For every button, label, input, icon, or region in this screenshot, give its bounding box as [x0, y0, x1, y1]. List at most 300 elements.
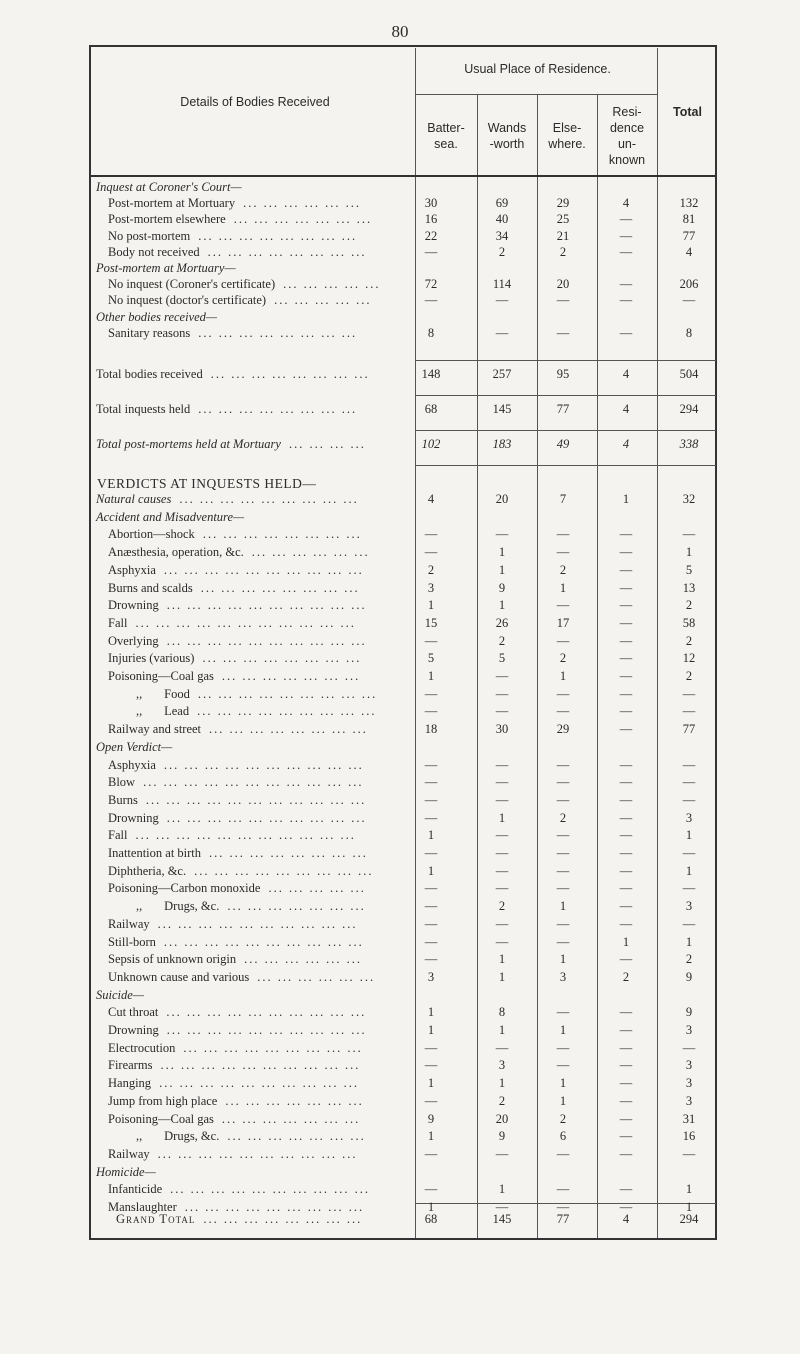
row-label: Post-mortem elsewhere — [108, 212, 226, 227]
cell-value: 1 — [427, 1005, 435, 1020]
cell-value: 8 — [498, 1005, 506, 1020]
leader-dots: ... ... ... ... ... ... ... ... ... ... — [157, 1146, 358, 1161]
cell-value: 1 — [427, 863, 435, 878]
cell-value: 1 — [427, 669, 435, 683]
cell-value: 1 — [559, 952, 567, 967]
cell-value: — — [424, 1146, 438, 1161]
row-label: Blow — [108, 775, 136, 790]
table-row — [96, 196, 716, 212]
leader-dots: ... ... ... ... ... ... ... ... ... ... ... — [145, 792, 367, 807]
row-label: ,, Drugs, &c. — [136, 1129, 220, 1144]
cell-value: 3 — [685, 1058, 693, 1073]
cell-value: — — [556, 828, 570, 843]
row-label: Post-mortem at Mortuary— — [96, 261, 236, 275]
cell-value: — — [424, 527, 438, 542]
cell-value: — — [556, 1058, 570, 1073]
row-label: Grand Total — [116, 1212, 196, 1226]
cell-value: — — [495, 828, 509, 843]
leader-dots: ... ... ... ... ... ... ... ... — [209, 846, 368, 860]
leader-dots: ... ... ... ... ... ... — [257, 969, 376, 984]
leader-dots: ... ... ... ... ... ... ... ... — [207, 244, 367, 259]
cell-value: 4 — [622, 437, 630, 451]
row-label: Anæsthesia, operation, &c. — [108, 545, 244, 560]
cell-value: 1 — [559, 1076, 567, 1091]
cell-value: — — [424, 704, 438, 719]
cell-value: — — [619, 1005, 633, 1020]
table-row — [96, 1212, 716, 1228]
cell-value: — — [495, 934, 509, 949]
cell-value: — — [619, 792, 633, 807]
cell-value: — — [556, 598, 570, 613]
cell-value: — — [619, 598, 633, 613]
cell-value: — — [424, 899, 438, 914]
section-heading — [97, 476, 717, 492]
cell-value: — — [619, 899, 633, 914]
cell-value: — — [556, 792, 570, 807]
table-row — [96, 1005, 716, 1021]
cell-value: — — [619, 633, 633, 648]
cell-value: 5 — [685, 562, 693, 577]
section-heading — [96, 180, 716, 196]
row-label: Railway and street — [108, 722, 202, 737]
cell-value: — — [424, 1040, 438, 1055]
page-number: 80 — [391, 22, 409, 41]
section-heading — [96, 310, 716, 326]
row-label: Asphyxia — [108, 757, 156, 772]
cell-value: — — [424, 686, 438, 701]
cell-value: — — [556, 1040, 570, 1055]
row-label: Overlying — [108, 633, 159, 648]
table-row — [96, 437, 716, 453]
cell-value: 4 — [427, 492, 435, 506]
row-label: Drowning — [108, 598, 159, 613]
cell-value: 22 — [424, 228, 438, 243]
cell-value: 1 — [685, 545, 693, 560]
cell-value: 21 — [556, 228, 570, 243]
leader-dots: ... ... ... ... ... ... ... ... ... — [197, 704, 377, 719]
cell-value: — — [556, 775, 570, 790]
row-label: Firearms — [108, 1058, 153, 1073]
cell-value: 13 — [682, 580, 696, 595]
cell-value: — — [619, 527, 633, 542]
cell-value: 1 — [498, 562, 506, 577]
cell-value: — — [495, 704, 509, 719]
cell-value: — — [682, 527, 696, 542]
cell-value: — — [619, 212, 633, 227]
cell-value: 3 — [427, 580, 435, 595]
cell-value: — — [619, 1111, 633, 1126]
cell-value: 77 — [556, 402, 570, 416]
cell-value: 12 — [682, 651, 696, 666]
cell-value: 20 — [495, 1111, 509, 1126]
table-row — [96, 970, 716, 986]
cell-value: — — [495, 792, 509, 807]
cell-value: 1 — [559, 899, 567, 914]
cell-value: 8 — [427, 325, 435, 340]
cell-value: 2 — [685, 669, 693, 683]
total-header: Total — [673, 105, 702, 119]
cell-value: 68 — [424, 402, 438, 416]
cell-value: 1 — [498, 952, 506, 967]
table-row — [96, 775, 716, 791]
cell-value: 6 — [559, 1129, 567, 1144]
leader-dots: ... ... ... ... ... ... ... ... — [202, 651, 362, 666]
table-row — [96, 402, 716, 418]
row-label: Jump from high place — [108, 1093, 218, 1108]
table-row — [96, 1182, 716, 1198]
row-label: Injuries (various) — [108, 651, 195, 666]
cell-value: — — [495, 1040, 509, 1055]
cell-value: 206 — [679, 277, 699, 292]
cell-value: — — [619, 1076, 633, 1091]
row-label: Drowning — [108, 810, 159, 825]
row-label: Unknown cause and various — [108, 969, 250, 984]
cell-value: — — [556, 934, 570, 949]
leader-dots: ... ... ... ... ... ... ... ... ... — [197, 686, 378, 701]
table-row — [96, 881, 716, 897]
cell-value: — — [619, 244, 633, 259]
table-row — [96, 704, 716, 720]
cell-value: 7 — [559, 492, 567, 506]
cell-value: 3 — [685, 1076, 693, 1091]
cell-value: — — [424, 916, 438, 931]
cell-value: 40 — [495, 212, 509, 227]
row-label: Hanging — [108, 1076, 152, 1091]
table-row — [96, 864, 716, 880]
cell-value: 49 — [556, 437, 570, 451]
cell-value: 2 — [498, 1093, 506, 1108]
section-heading — [96, 261, 716, 277]
row-label: No post-mortem — [108, 228, 191, 243]
row-label: Burns — [108, 792, 138, 807]
leader-dots: ... ... ... ... ... ... ... — [233, 212, 373, 227]
cell-value: 2 — [622, 969, 630, 984]
row-label: Other bodies received— — [96, 309, 218, 324]
cell-value: 72 — [424, 277, 438, 292]
row-label: Poisoning—Coal gas — [108, 1111, 214, 1126]
cell-value: — — [619, 545, 633, 560]
cell-value: 16 — [424, 212, 438, 227]
cell-value: — — [556, 1005, 570, 1020]
cell-value: 1 — [498, 969, 506, 984]
rule-total-bodies — [415, 360, 716, 361]
row-label: Inquest at Coroner's Court— — [96, 180, 242, 194]
cell-value: — — [556, 846, 570, 860]
rule-verdicts — [415, 465, 716, 466]
cell-value: 4 — [622, 402, 630, 416]
cell-value: 1 — [498, 1076, 506, 1091]
cell-value: 2 — [685, 633, 693, 648]
cell-value: — — [619, 1129, 633, 1144]
leader-dots: ... ... ... ... ... ... ... ... — [210, 367, 370, 381]
leader-dots: ... ... ... ... ... ... ... ... ... ... — [170, 1182, 371, 1197]
row-label: No inquest (Coroner's certificate) — [108, 277, 276, 292]
cell-value: 5 — [427, 651, 435, 666]
cell-value: 1 — [498, 1023, 506, 1037]
cell-value: 77 — [682, 228, 696, 243]
cell-value: 9 — [498, 1129, 506, 1144]
leader-dots: ... ... ... ... ... ... ... ... ... ... — [163, 562, 364, 577]
leader-dots: ... ... ... ... ... ... ... ... — [202, 527, 362, 542]
cell-value: 294 — [679, 1212, 699, 1226]
row-label: Total post-mortems held at Mortuary — [96, 437, 281, 451]
leader-dots: ... ... ... ... — [288, 437, 366, 451]
cell-value: 3 — [559, 969, 567, 984]
leader-dots: ... ... ... ... ... ... — [243, 196, 361, 211]
leader-dots: ... ... ... ... ... ... ... ... ... ... — [166, 598, 367, 613]
cell-value: — — [495, 686, 509, 701]
cell-value: — — [556, 527, 570, 542]
row-label: Natural causes — [96, 492, 172, 506]
cell-value: 18 — [424, 722, 438, 737]
cell-value: — — [424, 244, 438, 259]
rule-usual-place — [415, 94, 657, 95]
leader-dots: ... ... ... ... ... ... ... — [221, 669, 361, 683]
cell-value: 1 — [427, 1023, 435, 1037]
cell-value: — — [619, 846, 633, 860]
battersea-header: Batter- sea. — [427, 121, 465, 151]
leader-dots: ... ... ... ... ... ... ... — [227, 899, 366, 914]
cell-value: 2 — [427, 562, 435, 577]
row-label: Sanitary reasons — [108, 325, 191, 340]
cell-value: 4 — [622, 196, 630, 211]
table-row — [96, 598, 716, 614]
leader-dots: ... ... ... ... ... ... ... ... ... ... — [163, 934, 364, 949]
cell-value: — — [682, 1146, 696, 1161]
cell-value: 1 — [622, 934, 630, 949]
leader-dots: ... ... ... ... ... ... ... ... ... ... — [166, 810, 367, 825]
cell-value: — — [619, 863, 633, 878]
cell-value: — — [682, 757, 696, 772]
row-label: Railway — [108, 916, 150, 931]
cell-value: — — [556, 1182, 570, 1197]
cell-value: 58 — [682, 615, 696, 630]
cell-value: — — [556, 863, 570, 878]
cell-value: — — [556, 1146, 570, 1161]
row-label: ,, Food — [136, 686, 190, 701]
cell-value: 4 — [622, 1212, 630, 1226]
cell-value: 1 — [685, 1182, 693, 1197]
table-row — [96, 1147, 716, 1163]
cell-value: — — [424, 1093, 438, 1108]
cell-value: 9 — [685, 969, 693, 984]
leader-dots: ... ... ... ... ... ... ... ... ... ... — [166, 1005, 367, 1020]
cell-value: — — [682, 881, 696, 896]
cell-value: 1 — [559, 1093, 567, 1108]
cell-value: — — [556, 757, 570, 772]
cell-value: 114 — [492, 277, 512, 292]
cell-value: — — [556, 881, 570, 896]
leader-dots: ... ... ... ... ... ... ... ... ... ... — [159, 1076, 359, 1091]
table-row — [96, 1023, 716, 1039]
cell-value: 26 — [495, 615, 509, 630]
cell-value: 183 — [492, 437, 512, 451]
leader-dots: ... ... ... ... ... ... — [244, 952, 362, 967]
cell-value: — — [424, 757, 438, 772]
table-row — [96, 1094, 716, 1110]
cell-value: — — [619, 1093, 633, 1108]
cell-value: 3 — [685, 810, 693, 825]
cell-value: — — [495, 881, 509, 896]
table-row — [96, 492, 716, 508]
table-row — [96, 899, 716, 915]
row-label: Manslaughter — [108, 1200, 177, 1214]
cell-value: 2 — [559, 1111, 567, 1126]
row-label: Infanticide — [108, 1182, 163, 1197]
cell-value: — — [619, 615, 633, 630]
cell-value: — — [556, 686, 570, 701]
row-label: Post-mortem at Mortuary — [108, 196, 236, 211]
cell-value: 1 — [685, 828, 693, 843]
cell-value: 20 — [556, 277, 570, 292]
rule-total-inquests — [415, 395, 716, 396]
cell-value: 102 — [421, 437, 441, 451]
leader-dots: ... ... ... ... ... ... — [251, 545, 370, 560]
cell-value: — — [424, 545, 438, 560]
cell-value: — — [424, 792, 438, 807]
row-label: Railway — [108, 1146, 150, 1161]
cell-value: — — [619, 562, 633, 577]
cell-value: 132 — [679, 196, 699, 211]
table-row — [96, 722, 716, 738]
table-row — [96, 293, 716, 309]
section-heading — [96, 510, 716, 526]
cell-value: 1 — [685, 863, 693, 878]
cell-value: — — [495, 669, 509, 683]
cell-value: — — [424, 293, 438, 308]
row-label: Electrocution — [108, 1040, 176, 1055]
table-row — [96, 563, 716, 579]
leader-dots: ... ... ... ... ... ... ... ... — [198, 228, 358, 243]
cell-value: 9 — [685, 1005, 693, 1020]
cell-value: 30 — [424, 196, 438, 211]
row-label: VERDICTS AT INQUESTS HELD— — [97, 476, 317, 491]
cell-value: — — [495, 863, 509, 878]
cell-value: 1 — [427, 1200, 435, 1214]
cell-value: — — [556, 704, 570, 719]
cell-value: 2 — [559, 810, 567, 825]
row-label: Poisoning—Carbon monoxide — [108, 881, 261, 896]
cell-value: 504 — [679, 367, 699, 381]
cell-value: — — [682, 293, 696, 308]
cell-value: 1 — [498, 810, 506, 825]
table-row — [96, 935, 716, 951]
cell-value: 1 — [498, 1182, 506, 1197]
table-row — [96, 1076, 716, 1092]
leader-dots: ... ... ... ... ... ... ... ... — [200, 580, 360, 595]
cell-value: — — [619, 1146, 633, 1161]
cell-value: 34 — [495, 228, 509, 243]
cell-value: — — [619, 651, 633, 666]
cell-value: 1 — [685, 934, 693, 949]
usual-place-header: Usual Place of Residence. — [464, 62, 611, 76]
row-label: Burns and scalds — [108, 580, 193, 595]
cell-value: — — [495, 1200, 509, 1214]
cell-value: — — [556, 916, 570, 931]
leader-dots: ... ... ... ... ... — [268, 881, 366, 896]
cell-value: — — [556, 545, 570, 560]
cell-value: — — [619, 757, 633, 772]
cell-value: 9 — [498, 580, 506, 595]
elsewhere-header: Else- where. — [548, 121, 586, 151]
leader-dots: ... ... ... ... ... ... ... — [227, 1129, 366, 1144]
row-label: Sepsis of unknown origin — [108, 952, 237, 967]
leader-dots: ... ... ... ... ... — [274, 293, 372, 308]
table-row — [96, 581, 716, 597]
cell-value: — — [495, 293, 509, 308]
cell-value: 2 — [498, 633, 506, 648]
cell-value: 2 — [498, 244, 506, 259]
row-label: Still-born — [108, 934, 156, 949]
row-label: Body not received — [108, 244, 200, 259]
cell-value: 1 — [559, 669, 567, 683]
cell-value: 2 — [559, 562, 567, 577]
cell-value: — — [495, 325, 509, 340]
leader-dots: ... ... ... ... ... ... ... ... ... ... — [160, 1058, 361, 1073]
cell-value: 68 — [424, 1212, 438, 1226]
cell-value: — — [495, 775, 509, 790]
cell-value: — — [619, 1200, 633, 1214]
row-label: Abortion—shock — [108, 527, 195, 542]
cell-value: 145 — [492, 402, 512, 416]
cell-value: — — [619, 1023, 633, 1037]
cell-value: — — [424, 952, 438, 967]
wandsworth-header: Wands -worth — [487, 121, 527, 151]
leader-dots: ... ... ... ... ... ... ... ... ... ... — [166, 1023, 367, 1037]
cell-value: — — [682, 704, 696, 719]
leader-dots: ... ... ... ... ... ... ... ... ... ... ... — [135, 828, 356, 843]
leader-dots: ... ... ... ... ... ... ... — [221, 1111, 361, 1126]
row-label: Diphtheria, &c. — [108, 863, 187, 878]
cell-value: — — [619, 1040, 633, 1055]
table-row — [96, 687, 716, 703]
cell-value: — — [682, 1040, 696, 1055]
cell-value: — — [556, 293, 570, 308]
cell-value: 16 — [682, 1129, 696, 1144]
cell-value: — — [424, 881, 438, 896]
cell-value: 2 — [685, 952, 693, 967]
table-row — [96, 917, 716, 933]
row-label: Poisoning—Coal gas — [108, 669, 214, 683]
cell-value: — — [424, 633, 438, 648]
cell-value: 9 — [427, 1111, 435, 1126]
section-heading — [96, 988, 716, 1004]
table-row — [96, 634, 716, 650]
cell-value: — — [619, 828, 633, 843]
table-row — [96, 527, 716, 543]
table-row — [96, 1129, 716, 1145]
cell-value: — — [424, 1182, 438, 1197]
cell-value: — — [682, 792, 696, 807]
leader-dots: ... ... ... ... ... ... ... ... — [209, 722, 368, 737]
table-row — [96, 758, 716, 774]
cell-value: 1 — [427, 1076, 435, 1091]
row-label: ,, Lead — [136, 704, 190, 719]
cell-value: 17 — [556, 615, 570, 630]
cell-value: — — [424, 934, 438, 949]
leader-dots: ... ... ... ... ... ... ... ... ... — [194, 863, 374, 878]
cell-value: — — [619, 952, 633, 967]
leader-dots: ... ... ... ... ... ... ... ... ... ... — [163, 757, 364, 772]
cell-value: — — [495, 916, 509, 931]
cell-value: — — [424, 775, 438, 790]
cell-value: 1 — [498, 598, 506, 613]
table-row — [96, 1112, 716, 1128]
cell-value: 1 — [685, 1200, 693, 1214]
leader-dots: ... ... ... ... ... ... ... ... ... — [183, 1040, 363, 1055]
leader-dots: ... ... ... ... ... ... ... ... ... ... — [157, 916, 358, 931]
cell-value: — — [619, 277, 633, 292]
